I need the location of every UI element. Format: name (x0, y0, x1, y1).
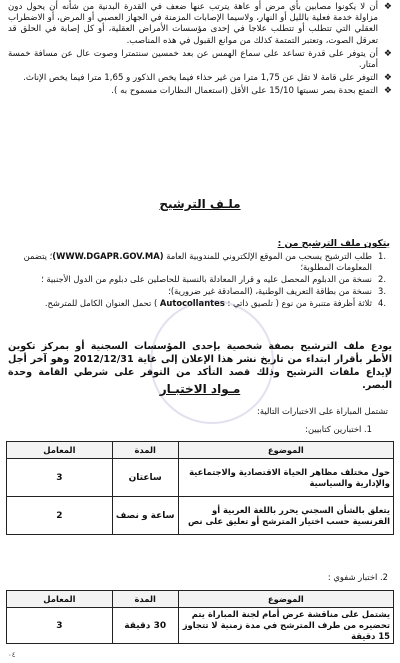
header-coefficient: المعامل (7, 442, 113, 459)
diamond-bullet-icon: ❖ (383, 48, 392, 59)
dossier-section (10, 238, 390, 310)
dossier-title: ملـف الترشيح (159, 197, 241, 211)
page-number: ٠٤ (8, 651, 16, 659)
exam-title: مـواد الاختبـار (159, 382, 241, 396)
exam-coefficient: 2 (7, 497, 113, 535)
written-exams-table (6, 441, 394, 535)
condition-item: ❖ أن لا يكونوا مصابين بأي مرض أو عاهة يترتب عنها ضعف في القدرة البدنية من شأنه أن يحول دون مزاولة خدمة فعلية بالليل أو النهار، ولاسيما الإصابات المزمنة في الجهاز العصبي أو المرض، أو الاضطراب العقلي التي تتطلب أو تتطلب علاجا في إحدى مؤسسات الأمراض العقلية، أو كل إصابة في الحلق قد تعرقل الصوت، وتعتبر التمتمة كذلك من موانع القبول في هذه المناصب. (8, 2, 392, 46)
exam-subject: يتعلق بالشأن السجني يحرر باللغة العربية أو الفرنسية حسب اختيار المترشح أو تعليق على نص (178, 497, 393, 535)
table-row (7, 459, 394, 497)
table-row (7, 608, 394, 644)
dossier-item-3: .3 نسخة من بطاقة التعريف الوطنية، (المصادقة غير ضرورية)؛ (168, 286, 386, 296)
website-link[interactable]: (WWW.DGAPR.GOV.MA) (52, 251, 164, 261)
header-duration: المدة (112, 591, 178, 608)
dossier-item-2: .2 نسخة من الدبلوم المحصل عليه و قرار المعادلة بالنسبة للحاصلين على دبلوم من الدول الأجنبية ؛ (41, 274, 386, 284)
diamond-bullet-icon: ❖ (383, 2, 392, 12)
written-label: 1. اختبارين كتابيين: (305, 424, 372, 434)
exam-subject: حول مختلف مظاهر الحياة الاقتصادية والاجتماعية والإدارية والسياسية (178, 459, 393, 497)
dossier-heading: يتكون ملف الترشيح من : (277, 238, 390, 249)
oral-exam-table (6, 590, 394, 644)
dossier-item-4: .4 ثلاثة أظرفة متنبرة من نوع ( تلصيق ذاتي : Autocollantes ) تحمل العنوان الكامل للمترشح. (44, 298, 386, 308)
exam-intro: تشتمل المباراة على الاختبارات التالية: (257, 406, 388, 416)
dossier-item-1: .1 طلب الترشيح يسحب من الموقع الإلكتروني للمندوبية العامة (WWW.DGAPR.GOV.MA)؛ يتضمن المعلومات المطلوبة؛ (23, 251, 386, 272)
conditions-list (8, 2, 392, 100)
exam-duration: ساعتان (112, 459, 178, 497)
exam-subject: يشتمل على مناقشة عرض أمام لجنة المباراة يتم تحضيره من طرف المترشح في مدة زمنية لا تتجاوز 15 دقيقة (178, 608, 393, 644)
exam-duration: 30 دقيقة (112, 608, 178, 644)
header-coefficient: المعامل (7, 591, 113, 608)
exam-coefficient: 3 (7, 459, 113, 497)
table-row (7, 497, 394, 535)
exam-coefficient: 3 (7, 608, 113, 644)
table-header-row (7, 442, 394, 459)
condition-item: ❖ التمتع بحدة بصر نسبتها 15/10 على الأقل (استعمال النظارات مسموح به ). (111, 86, 392, 97)
header-subject: الموضوع (178, 591, 393, 608)
exam-duration: ساعة و نصف (112, 497, 178, 535)
oral-label: 2. اختبار شفوي : (327, 572, 388, 582)
diamond-bullet-icon: ❖ (383, 73, 392, 84)
condition-item: ❖ أن يتوفر على قدرة تساعد على سماع الهمس عن بعد خمسين سنتمترا وصوت عال عن مسافة خمسة أمتار. (8, 48, 392, 71)
deposit-notice: يودع ملف الترشيح بصفة شخصية بإحدى المؤسسات السجنية أو بمركز تكوين الأطر بأقرار ابتداء من تاريخ نشر هذا الإعلان إلى غاية 2012/12/31 وهو آخر أجل لإيداع ملفات الترشيح وذلك قصد التأكد من التوفر على شرطي القامة وحدة البصر. (8, 341, 392, 391)
header-subject: الموضوع (178, 442, 393, 459)
table-header-row (7, 591, 394, 608)
header-duration: المدة (112, 442, 178, 459)
diamond-bullet-icon: ❖ (383, 86, 392, 97)
condition-item: ❖ التوفر على قامة لا تقل عن 1,75 مترا من غير حذاء فيما يخص الذكور و 1,65 مترا فيما يخص الإناث. (23, 73, 392, 84)
